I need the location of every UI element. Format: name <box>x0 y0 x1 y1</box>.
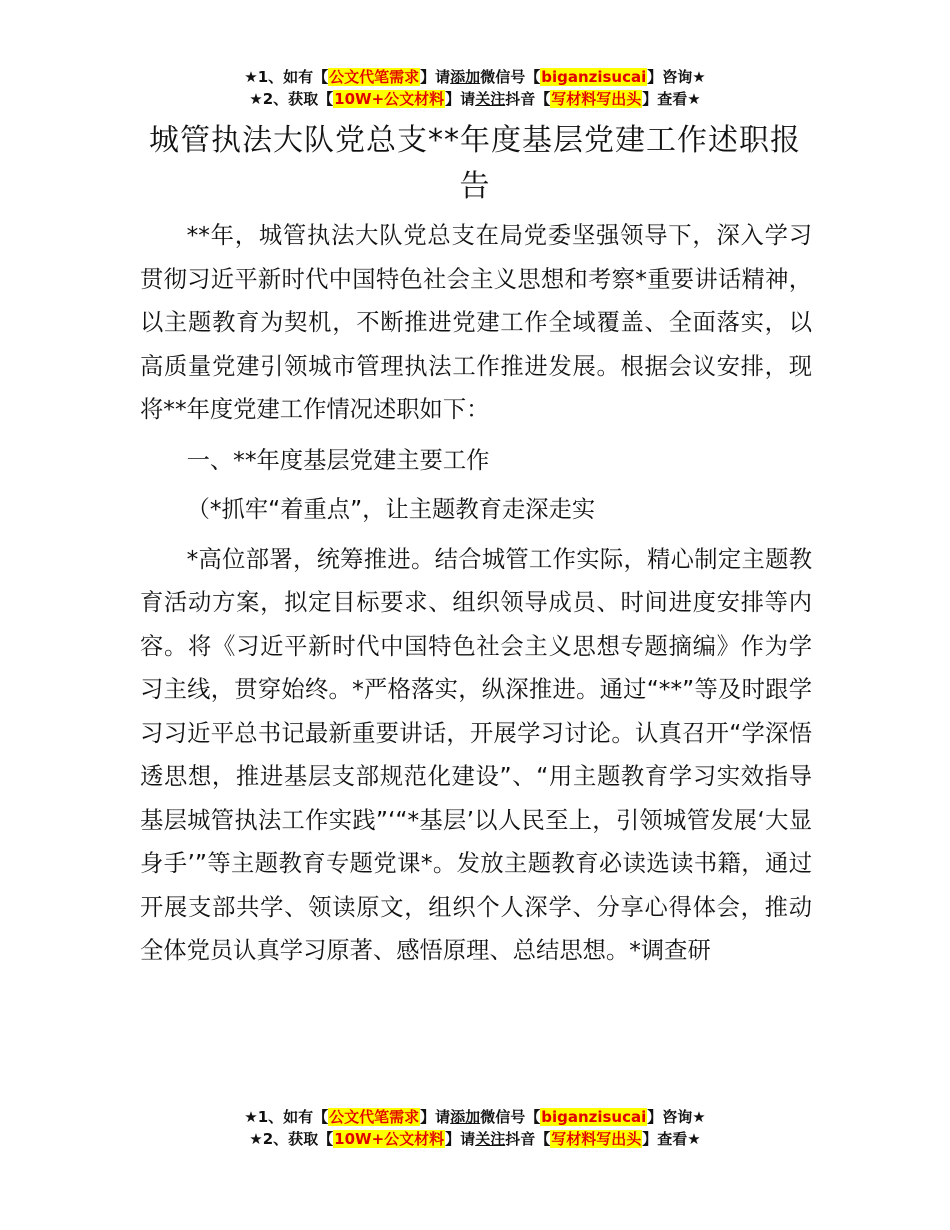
banner-text: 抖音【 <box>505 1130 551 1148</box>
document-body <box>140 214 812 973</box>
underlined-word: 添加 <box>450 68 481 86</box>
banner-text: 微信号【 <box>480 68 541 86</box>
banner-text: 2、获取【 <box>262 90 334 108</box>
banner-text: 】请 <box>420 68 451 86</box>
star-icon: ★ <box>687 90 701 108</box>
star-icon: ★ <box>692 68 706 86</box>
banner-text: 1、如有【 <box>257 1108 329 1126</box>
star-icon: ★ <box>244 1108 258 1126</box>
banner-line-1 <box>0 1106 950 1128</box>
highlight-service: 公文代笔需求 <box>329 1108 420 1126</box>
banner-text: 1、如有【 <box>257 68 329 86</box>
underlined-word: 关注 <box>475 1130 506 1148</box>
body-paragraph: *高位部署，统筹推进。结合城管工作实际，精心制定主题教育活动方案，拟定目标要求、组织领导成员、时间进度安排等内容。将《习近平新时代中国特色社会主义思想专题摘编》作为学习主线，贯穿始终。*严格落实，纵深推进。通过“**”等及时跟学习习近平总书记最新重要讲话，开展学习讨论。认真召开“学深悟透思想，推进基层支部规范化建设”、“用主题教育学习实效指导基层城管执法工作实践”‘“*基层’以人民至上，引领城管发展‘大显身手’”等主题教育专题党课*。发放主题教育必读选读书籍，通过开展支部共学、领读原文，组织个人深学、分享心得体会，推动全体党员认真学习原著、感悟原理、总结思想。*调查研 <box>140 545 812 964</box>
highlight-materials: 10W+公文材料 <box>334 1130 445 1148</box>
highlight-wechat-id: biganzisucai <box>541 1108 647 1126</box>
highlight-douyin-id: 写材料写出头 <box>551 90 642 108</box>
underlined-word: 关注 <box>475 90 506 108</box>
highlight-douyin-id: 写材料写出头 <box>551 1130 642 1148</box>
banner-text: 】查看 <box>642 1130 688 1148</box>
banner-text: 】咨询 <box>647 68 693 86</box>
banner-text: 微信号【 <box>480 1108 541 1126</box>
banner-line-1 <box>0 66 950 88</box>
banner-text: 】请 <box>420 1108 451 1126</box>
highlight-materials: 10W+公文材料 <box>334 90 445 108</box>
subsection-heading: （*抓牢“着重点”，让主题教育走深走实 <box>186 496 596 523</box>
banner-line-2 <box>0 88 950 110</box>
highlight-service: 公文代笔需求 <box>329 68 420 86</box>
highlight-wechat-id: biganzisucai <box>541 68 647 86</box>
footer-banner <box>0 1106 950 1150</box>
star-icon: ★ <box>244 68 258 86</box>
intro-paragraph: **年，城管执法大队党总支在局党委坚强领导下，深入学习贯彻习近平新时代中国特色社会主义思想和考察*重要讲话精神，以主题教育为契机，不断推进党建工作全域覆盖、全面落实，以高质量党建引领城市管理执法工作推进发展。根据会议安排，现将**年度党建工作情况述职如下： <box>140 222 812 423</box>
banner-text: 】请 <box>445 1130 476 1148</box>
star-icon: ★ <box>249 90 263 108</box>
banner-text: 】查看 <box>642 90 688 108</box>
underlined-word: 添加 <box>450 1108 481 1126</box>
banner-text: 】请 <box>445 90 476 108</box>
banner-line-2 <box>0 1128 950 1150</box>
section-heading: 一、**年度基层党建主要工作 <box>186 446 490 474</box>
banner-text: 抖音【 <box>505 90 551 108</box>
star-icon: ★ <box>692 1108 706 1126</box>
header-banner <box>0 66 950 110</box>
banner-text: 2、获取【 <box>262 1130 334 1148</box>
star-icon: ★ <box>249 1130 263 1148</box>
banner-text: 】咨询 <box>647 1108 693 1126</box>
document-title: 城管执法大队党总支**年度基层党建工作述职报告 <box>149 123 801 204</box>
star-icon: ★ <box>687 1130 701 1148</box>
